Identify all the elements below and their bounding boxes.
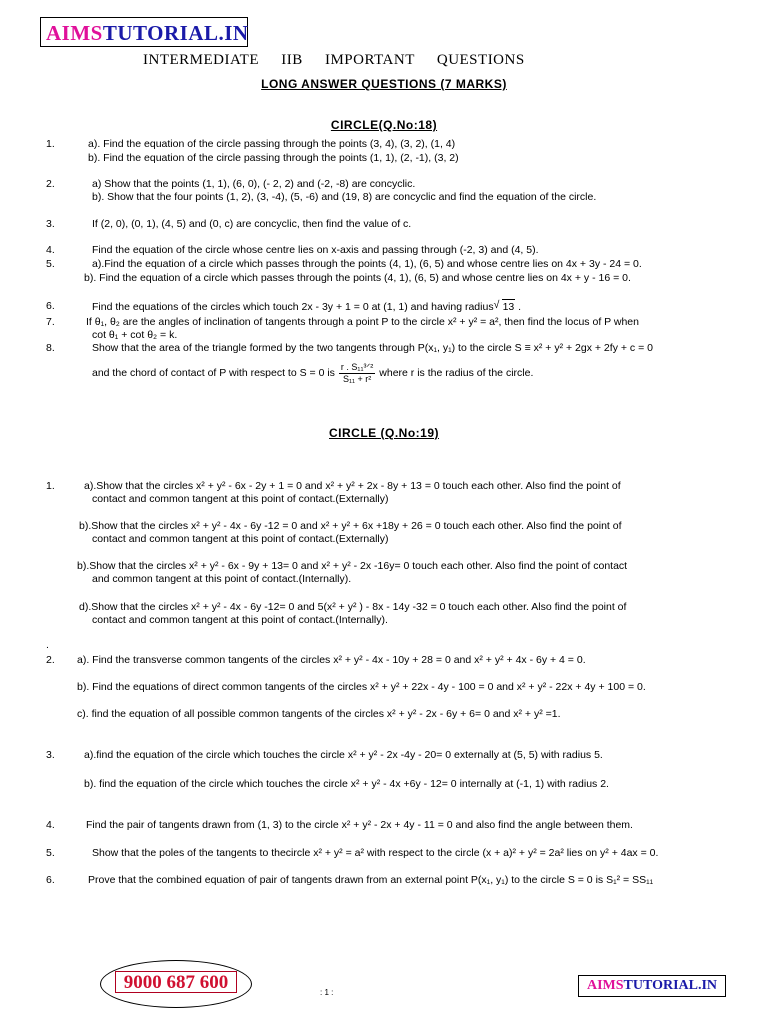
question-text: and common tangent at this point of contact.(Internally). [92, 573, 352, 585]
question-text: Show that the area of the triangle formed by the two tangents through P(x₁, y₁) to the circle S ≡ x² + y² + 2gx + 2fy + c = 0 [92, 342, 653, 354]
question-number: 2. [46, 654, 55, 666]
question-text: a).Find the equation of a circle which passes through the points (4, 1), (6, 5) and whose centre lies on 4x + 3y - 24 = 0. [92, 258, 642, 270]
question-number: 3. [46, 749, 55, 761]
question-number: 2. [46, 178, 55, 190]
question-text: a). Find the equation of the circle passing through the points (3, 4), (3, 2), (1, 4) [88, 138, 456, 150]
sqrt-symbol: √ 13 [502, 299, 516, 314]
question-number: 8. [46, 342, 55, 354]
question-text: cot θ₁ + cot θ₂ = k. [92, 329, 178, 341]
question-text: contact and common tangent at this point of contact.(Internally). [92, 614, 388, 626]
question-number: 3. [46, 218, 55, 230]
section-heading-circle-19: CIRCLE (Q.No:19) [329, 426, 439, 440]
page-title: INTERMEDIATE IIB IMPORTANT QUESTIONS [143, 52, 525, 68]
question-text: a). Find the transverse common tangents of the circles x² + y² - 4x - 10y + 28 = 0 and x² + y² + 4x - 6y + 4 = 0. [77, 654, 586, 666]
question-text: If θ₁, θ₂ are the angles of inclination of tangents through a point P to the circle x² + y² = a², then find the locus of P when [86, 316, 639, 328]
question-text: If (2, 0), (0, 1), (4, 5) and (0, c) are concyclic, then find the value of c. [92, 218, 412, 230]
question-text: Prove that the combined equation of pair of tangents drawn from an external point P(x₁, y₁) to the circle S = 0 is S₁² = SS₁₁ [88, 874, 654, 886]
question-text: contact and common tangent at this point of contact.(Externally) [92, 493, 389, 505]
page-number: : 1 : [320, 988, 334, 997]
stray-dot: . [46, 639, 49, 651]
question-number: 1. [46, 480, 55, 492]
question-text: b). find the equation of the circle which touches the circle x² + y² - 4x +6y - 12= 0 internally at (-1, 1) with radius 2. [84, 778, 609, 790]
question-number: 1. [46, 138, 55, 150]
question-number: 5. [46, 258, 55, 270]
question-text: b).Show that the circles x² + y² - 4x - 6y -12 = 0 and x² + y² + 6x +18y + 26 = 0 touch each other. Also find the point of [79, 520, 622, 532]
question-text: Find the equation of the circle whose centre lies on x-axis and passing through (-2, 3) and (4, 5). [92, 244, 539, 256]
phone-badge [100, 960, 252, 1008]
brand-logo-bottom: AIMSTUTORIAL.IN [578, 975, 726, 997]
question-text: Show that the poles of the tangents to thecircle x² + y² = a² with respect to the circle (x + a)² + y² = 2a² lies on y² + 4ax = 0. [92, 847, 659, 859]
question-number: 5. [46, 847, 55, 859]
question-text: b). Show that the four points (1, 2), (3, -4), (5, -6) and (19, 8) are concyclic and find the equation of the circle. [92, 191, 597, 203]
brand-logo-top: AIMSTUTORIAL.IN [40, 17, 248, 47]
question-text: and the chord of contact of P with respect to S = 0 is $\frac{\text{r . S₁₁³ᐟ²}}{\text{S₁₁ + r²}}$ where r is the radius of the circle. [92, 361, 534, 384]
fraction: $\frac{\text{r . S₁₁³ᐟ²}}{\text{S₁₁ + r²}}$ [340, 361, 374, 384]
question-text: a) Show that the points (1, 1), (6, 0), (- 2, 2) and (-2, -8) are concyclic. [92, 178, 416, 190]
question-number: 6. [46, 300, 55, 312]
question-text: b). Find the equation of the circle passing through the points (1, 1), (2, -1), (3, 2) [88, 152, 459, 164]
question-text: b).Show that the circles x² + y² - 6x - 9y + 13= 0 and x² + y² - 2x -16y= 0 touch each other. Also find the point of contact [77, 560, 628, 572]
page-subtitle: LONG ANSWER QUESTIONS (7 MARKS) [261, 77, 507, 91]
question-text: b). Find the equation of a circle which passes through the points (4, 1), (6, 5) and whose centre lies on 4x + y - 16 = 0. [84, 272, 631, 284]
question-text: b). Find the equations of direct common tangents of the circles x² + y² + 22x - 4y - 100 = 0 and x² + y² - 22x + 4y + 100 = 0. [77, 681, 646, 693]
question-text: c). find the equation of all possible common tangents of the circles x² + y² - 2x - 6y + 6= 0 and x² + y² =1. [77, 708, 561, 720]
question-text: Find the equations of the circles which touch 2x - 3y + 1 = 0 at (1, 1) and having radius√ 13 . [92, 299, 521, 314]
question-number: 6. [46, 874, 55, 886]
section-heading-circle-18: CIRCLE(Q.No:18) [330, 118, 438, 132]
question-text: d).Show that the circles x² + y² - 4x - 6y -12= 0 and 5(x² + y² ) - 8x - 14y -32 = 0 touch each other. Also find the point of [79, 601, 627, 613]
question-text: a).find the equation of the circle which touches the circle x² + y² - 2x -4y - 20= 0 externally at (5, 5) with radius 5. [84, 749, 603, 761]
question-text: a).Show that the circles x² + y² - 6x - 2y + 1 = 0 and x² + y² + 2x - 8y + 13 = 0 touch each other. Also find the point of [84, 480, 621, 492]
question-number: 7. [46, 316, 55, 328]
question-number: 4. [46, 244, 55, 256]
question-text: contact and common tangent at this point of contact.(Externally) [92, 533, 389, 545]
question-number: 4. [46, 819, 55, 831]
phone-number: 9000 687 600 [115, 971, 237, 993]
question-text: Find the pair of tangents drawn from (1, 3) to the circle x² + y² - 2x + 4y - 11 = 0 and also find the angle between them. [86, 819, 633, 831]
